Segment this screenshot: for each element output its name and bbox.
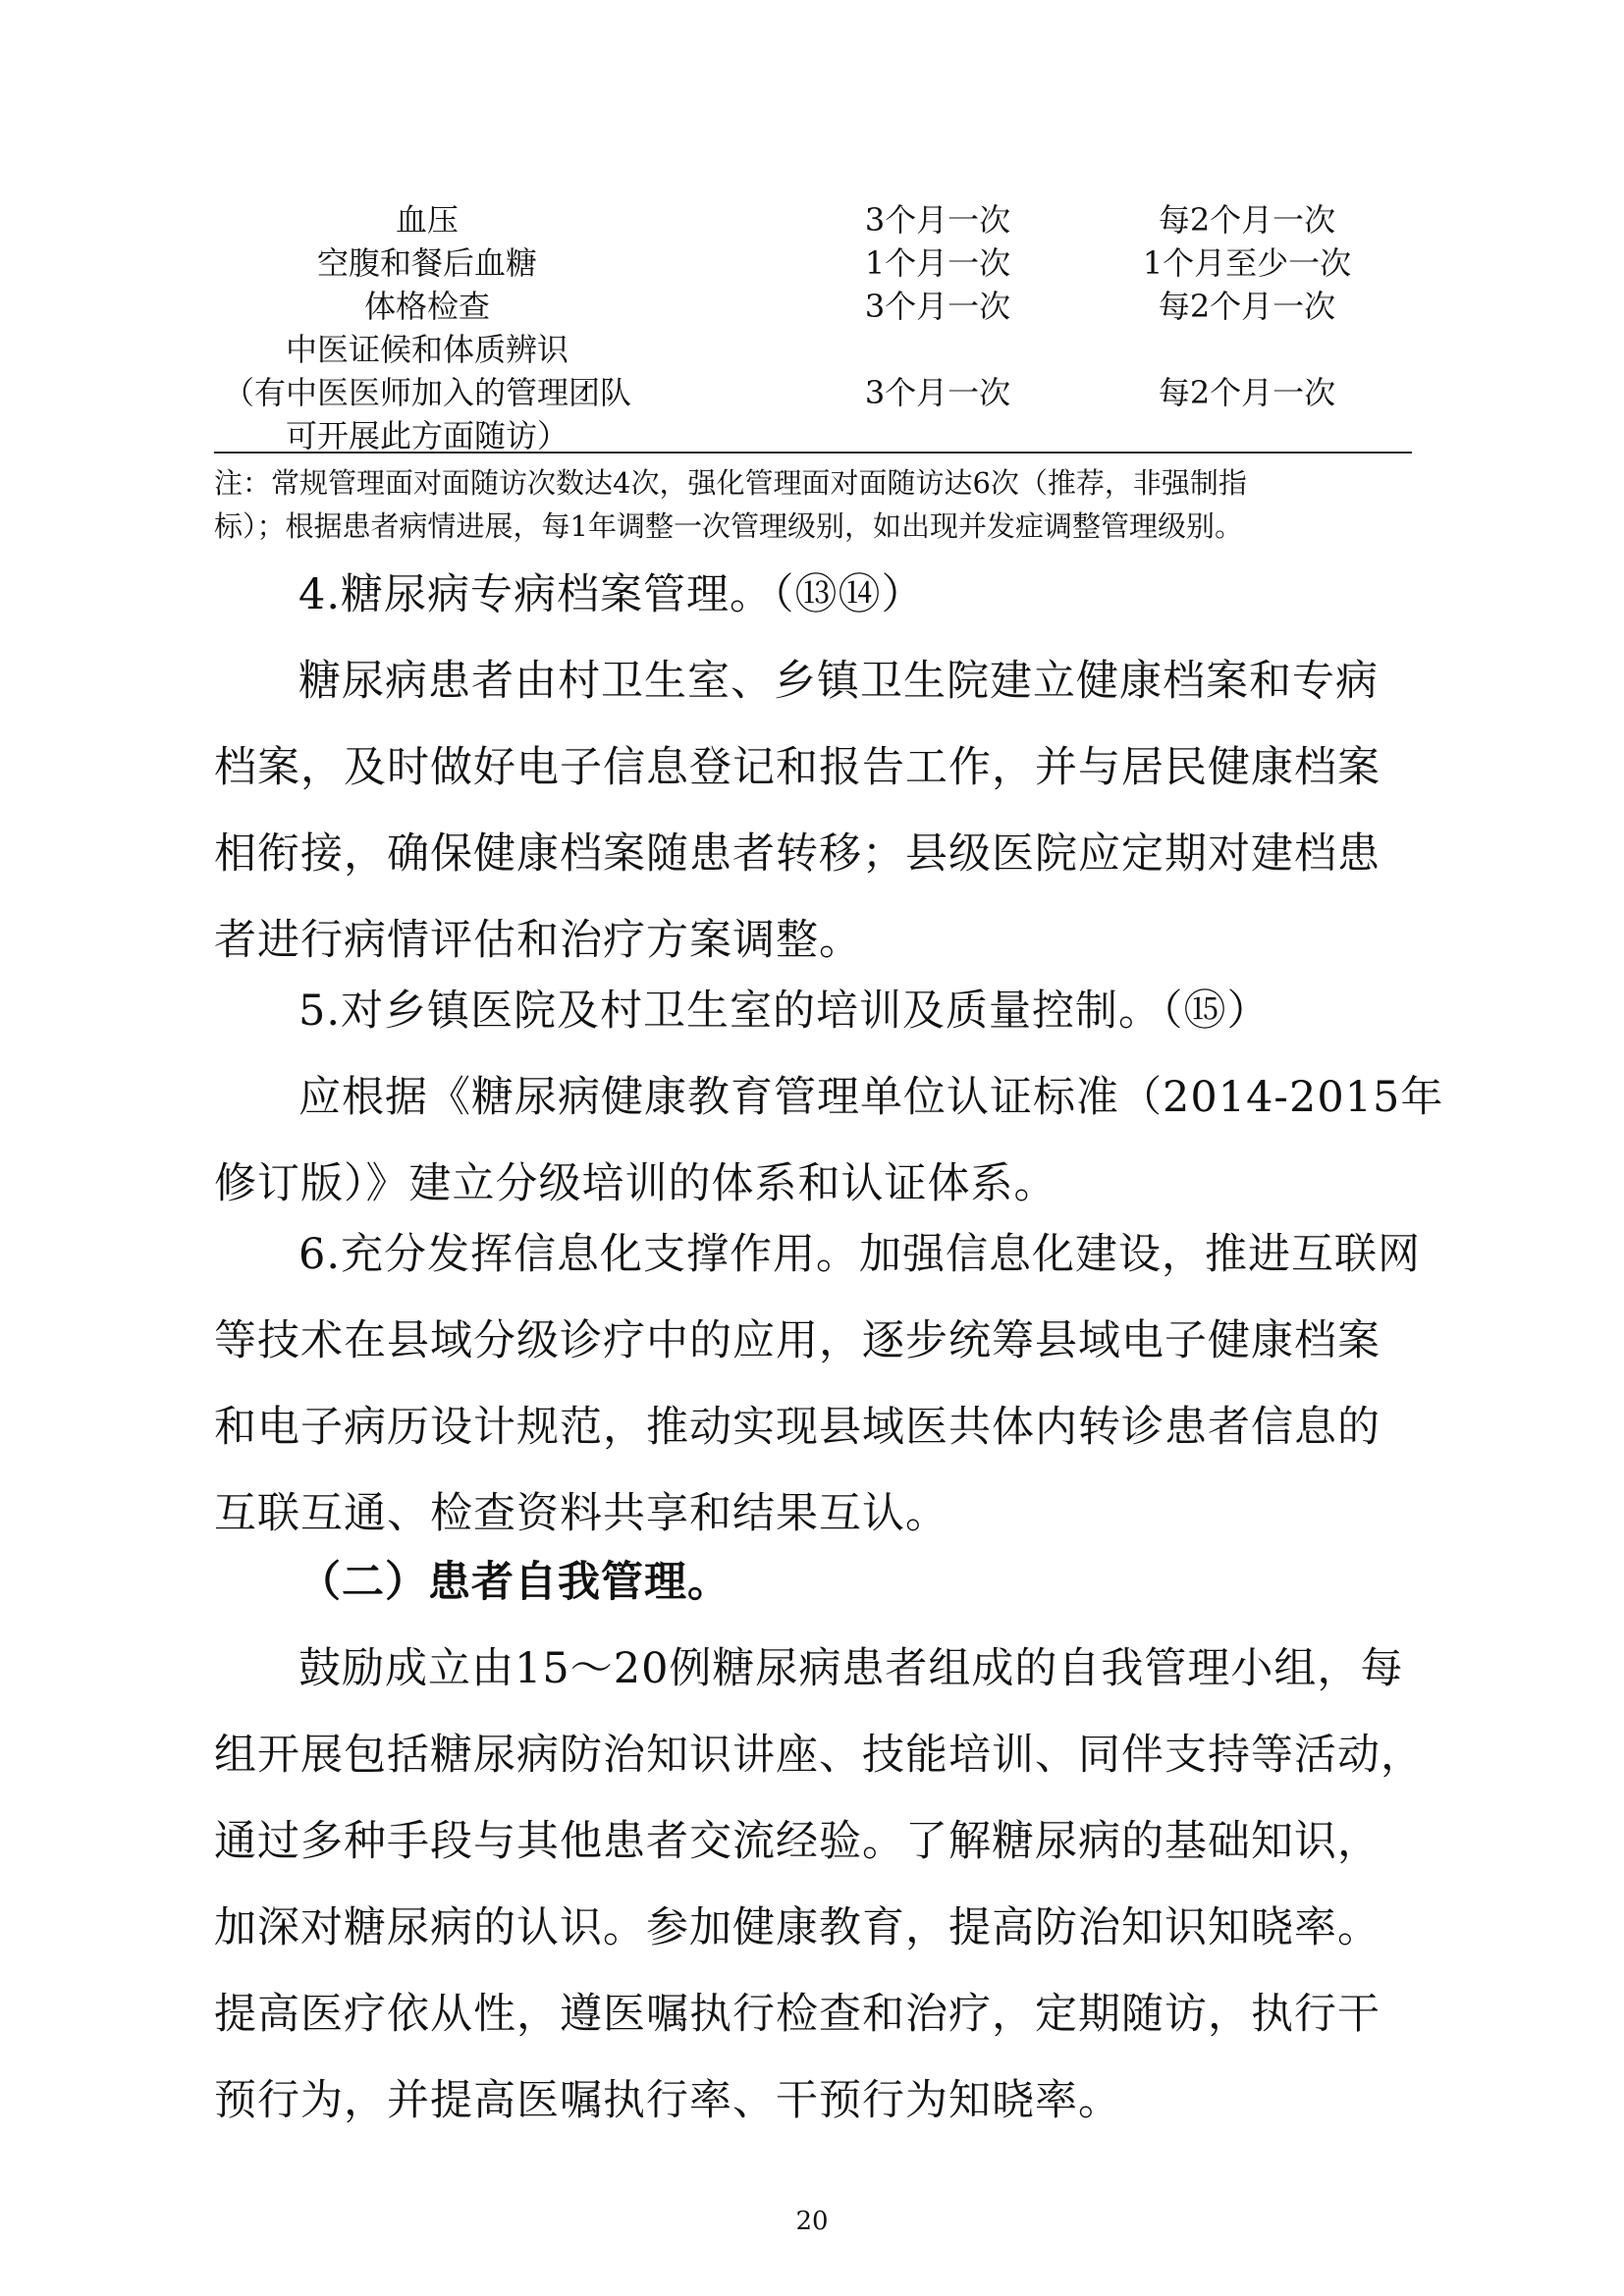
routine-cell: 3个月一次 bbox=[864, 201, 1011, 239]
intensive-cell: 1个月至少一次 bbox=[1142, 244, 1352, 282]
item-cell: 血压 bbox=[395, 201, 459, 239]
table-bottom-rule bbox=[214, 452, 1412, 454]
section-4: 4.糖尿病专病档案管理。（⑬⑭） 糖尿病患者由村卫生室、乡镇卫生院建立健康档案和专病 档案，及时做好电子信息登记和报告工作，并与居民健康档案 相衔接，确保健康档案随患者转移；县级医院应定期对建档患 者进行病情评估和治疗方案调整。 bbox=[214, 552, 1412, 984]
page-number: 20 bbox=[795, 2207, 829, 2236]
section-5-title: 5.对乡镇医院及村卫生室的培训及质量控制。（⑮） bbox=[298, 987, 1271, 1036]
item-cell: 体格检查 bbox=[363, 288, 490, 325]
item-cell: 空腹和餐后血糖 bbox=[316, 244, 537, 282]
section-6: 6.充分发挥信息化支撑作用。加强信息化建设，推进互联网 等技术在县域分级诊疗中的应用，逐步统筹县域电子健康档案 和电子病历设计规范，推动实现县域医共体内转诊患者信息的 互联互通、检查资料共享和结果互认。 bbox=[214, 1230, 1422, 1538]
routine-cell: 3个月一次 bbox=[864, 288, 1011, 325]
part-2-heading: （二）患者自我管理。 bbox=[298, 1558, 731, 1607]
part-2: （二）患者自我管理。 鼓励成立由15～20例糖尿病患者组成的自我管理小组，每 组开展包括糖尿病防治知识讲座、技能培训、同伴支持等活动， 通过多种手段与其他患者交流经验。了解糖尿病的基础知识， 加深对糖尿病的认识。参加健康教育，提高防治知识知晓率。 提高医疗依从性，遵医嘱执行检查和治疗，定期随访，执行干 预行为，并提高医嘱执行率、干预行为知晓率。 bbox=[214, 1539, 1412, 2144]
section-4-title: 4.糖尿病专病档案管理。（⑬⑭） bbox=[298, 570, 925, 619]
intensive-cell: 每2个月一次 bbox=[1158, 374, 1336, 411]
table-note: 注：常规管理面对面随访次数达4次，强化管理面对面随访达6次（推荐，非强制指 标）；根据患者病情进展，每1年调整一次管理级别，如出现并发症调整管理级别。 bbox=[214, 466, 1247, 543]
intensive-cell: 每2个月一次 bbox=[1158, 201, 1336, 239]
item-cell: 中医证候和体质辨识 （有中医医师加入的管理团队 可开展此方面随访） bbox=[222, 331, 631, 454]
routine-cell: 3个月一次 bbox=[864, 374, 1011, 411]
intensive-cell: 每2个月一次 bbox=[1158, 288, 1336, 325]
table-row bbox=[216, 328, 1412, 457]
routine-cell: 1个月一次 bbox=[864, 244, 1011, 282]
section-5: 5.对乡镇医院及村卫生室的培训及质量控制。（⑮） 应根据《糖尿病健康教育管理单位认证标准（2014-2015年 修订版）》建立分级培训的体系和认证体系。 bbox=[214, 968, 1412, 1227]
